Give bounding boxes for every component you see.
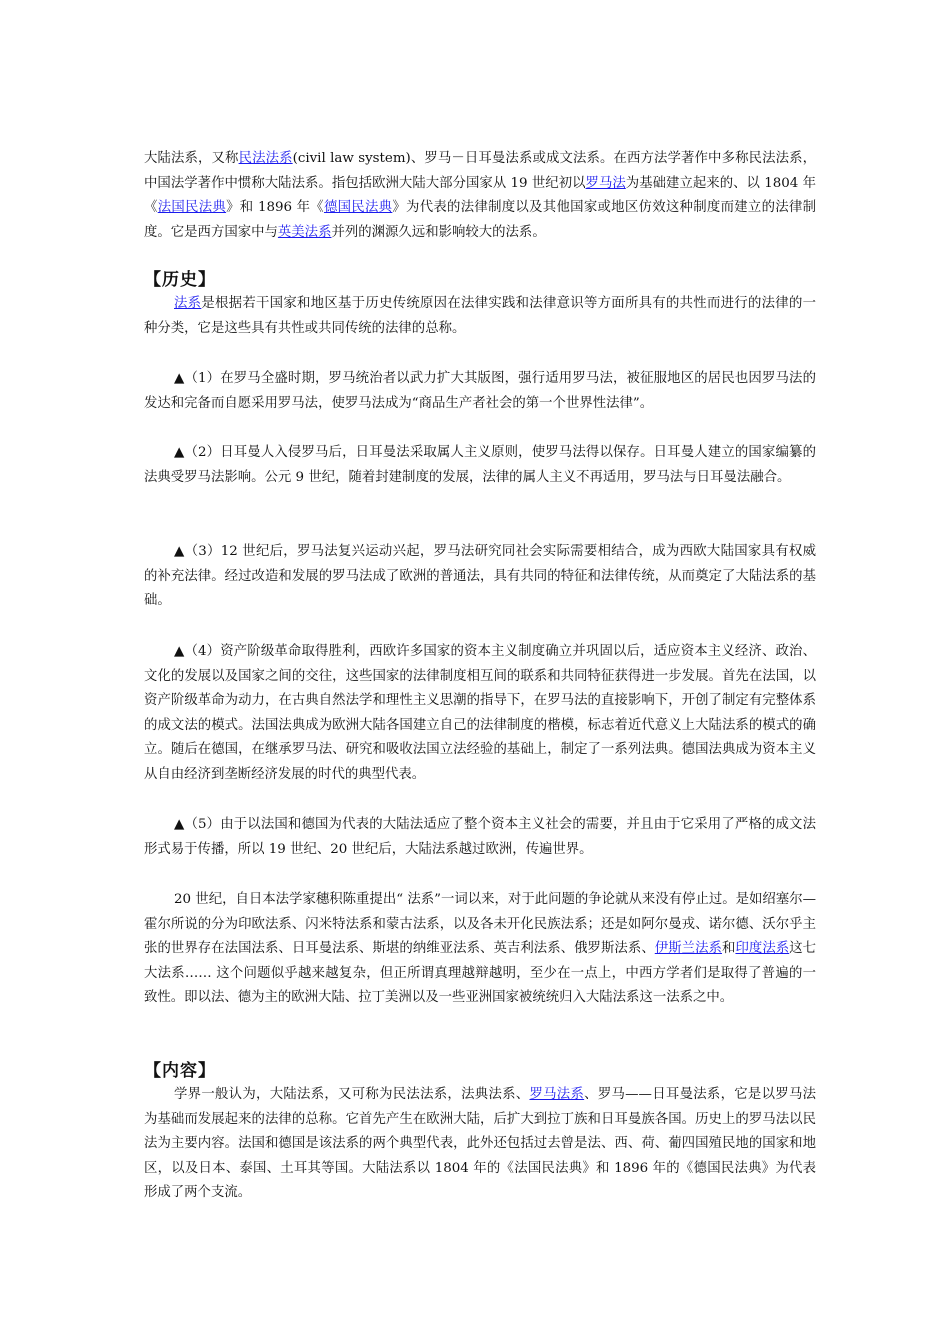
link-roman-law-system[interactable]: 罗马法系 — [529, 1087, 585, 1102]
intro-text-2: (civil law system)、罗马－日耳曼法系或成文法系。在西方法学著作中多称民法法系，中国法学著作中惯称大陆法系。指包括欧洲大陆大部分国家从 19 世纪初以 — [144, 151, 817, 191]
link-roman-law[interactable]: 罗马法 — [585, 175, 626, 191]
link-civil-law-system[interactable]: 民法法系 — [238, 151, 293, 166]
intro-text-5: 》为代表的法律制度以及其他国家或地区仿效这种制度而建立的法律制度。它是西方国家中与 — [144, 200, 817, 240]
intro-text-3: 为基础建立起来的、以 1804 年《 — [144, 175, 817, 215]
link-anglo-american-law[interactable]: 英美法系 — [277, 224, 332, 240]
content-paragraph — [144, 1083, 816, 1206]
intro-paragraph — [144, 147, 816, 245]
history-heading: 【历史】 — [144, 270, 216, 290]
link-french-civil-code[interactable]: 法国民法典 — [157, 200, 227, 215]
history-definition-text: 是根据若干国家和地区基于历史传统原因在法律实践和法律意识等方面所具有的共性而进行的法律的一种分类，它是这些具有共性或共同传统的法律的总称。 — [144, 296, 817, 336]
history-definition — [144, 292, 816, 341]
history-point-1: ▲（1）在罗马全盛时期，罗马统治者以武力扩大其版图，强行适用罗马法，被征服地区的居民也因罗马法的发达和完备而自愿采用罗马法，使罗马法成为“商品生产者社会的第一个世界性法律”。 — [144, 371, 816, 411]
content-text-2: 、罗马——日耳曼法系，它是以罗马法为基础而发展起来的法律的总称。它首先产生在欧洲大陆，后扩大到拉丁族和日耳曼族各国。历史上的罗马法以民法为主要内容。法国和德国是该法系的两个典型代表，此外还包括过去曾是法、西、荷、葡四国殖民地的国家和地区，以及日本、泰国、土耳其等国。大陆法系以 1804 年的《法国民法典》和 1896 年的《德国民法典》为代表形成了两个支流。 — [144, 1087, 817, 1200]
history-point-3: ▲（3）12 世纪后，罗马法复兴运动兴起，罗马法研究同社会实际需要相结合，成为西欧大陆国家具有权威的补充法律。经过改造和发展的罗马法成了欧洲的普通法，具有共同的特征和法律传统，从而奠定了大陆法系的基础。 — [144, 544, 816, 608]
intro-text-1: 大陆法系，又称 — [144, 151, 239, 166]
link-legal-family[interactable]: 法系 — [174, 296, 202, 311]
history-point-4: ▲（4）资产阶级革命取得胜利，西欧许多国家的资本主义制度确立并巩固以后，适应资本主义经济、政治、文化的发展以及国家之间的交往，这些国家的法律制度相互间的联系和共同特征获得进一步发展。首先在法国，以资产阶级革命为动力，在古典自然法学和理性主义思潮的指导下，在罗马法的直接影响下，开创了制定有完整体系的成文法的模式。法国法典成为欧洲大陆各国建立自己的法律制度的楷模，标志着近代意义上大陆法系的模式的确立。随后在德国，在继承罗马法、研究和吸收法国立法经验的基础上，制定了一系列法典。德国法典成为资本主义从自由经济到垄断经济发展的时代的典型代表。 — [144, 644, 816, 782]
link-indian-law[interactable]: 印度法系 — [735, 941, 790, 956]
content-heading: 【内容】 — [144, 1061, 216, 1081]
link-german-civil-code[interactable]: 德国民法典 — [323, 200, 393, 215]
intro-text-6: 并列的渊源久远和影响较大的法系。 — [331, 224, 546, 240]
history-p6-text-1: 20 世纪，自日本法学家穗积陈重提出“ 法系”一词以来，对于此问题的争论就从来没有停止过。是如绍塞尔—霍尔所说的分为印欧法系、闪米特法系和蒙古法系，以及各未开化民族法系；还是如阿尔曼戎、诺尔德、沃尔乎主张的世界存在法国法系、日耳曼法系、斯堪的纳维亚法系、英吉利法系、俄罗斯法系、 — [144, 892, 816, 956]
intro-text-4: 》和 1896 年《 — [226, 200, 324, 215]
history-point-2: ▲（2）日耳曼人入侵罗马后，日耳曼法采取属人主义原则，使罗马法得以保存。日耳曼人建立的国家编纂的法典受罗马法影响。公元 9 世纪，随着封建制度的发展，法律的属人主义不再适用，罗马法与日耳曼法融合。 — [144, 445, 816, 485]
history-paragraph-20th-century — [144, 888, 816, 1011]
history-point-5: ▲（5）由于以法国和德国为代表的大陆法适应了整个资本主义社会的需要，并且由于它采用了严格的成文法形式易于传播，所以 19 世纪、20 世纪后，大陆法系越过欧洲，传遍世界。 — [144, 817, 816, 857]
content-text-1: 学界一般认为，大陆法系，又可称为民法法系，法典法系、 — [174, 1087, 530, 1102]
history-p6-text-3: 这七大法系…… 这个问题似乎越来越复杂，但正所谓真理越辩越明，至少在一点上，中西方学者们是取得了普遍的一致性。即以法、德为主的欧洲大陆、拉丁美洲以及一些亚洲国家被统统归入大陆法系这一法系之中。 — [144, 941, 817, 1005]
history-p6-text-2: 和 — [721, 941, 736, 956]
link-islamic-law[interactable]: 伊斯兰法系 — [654, 941, 722, 956]
